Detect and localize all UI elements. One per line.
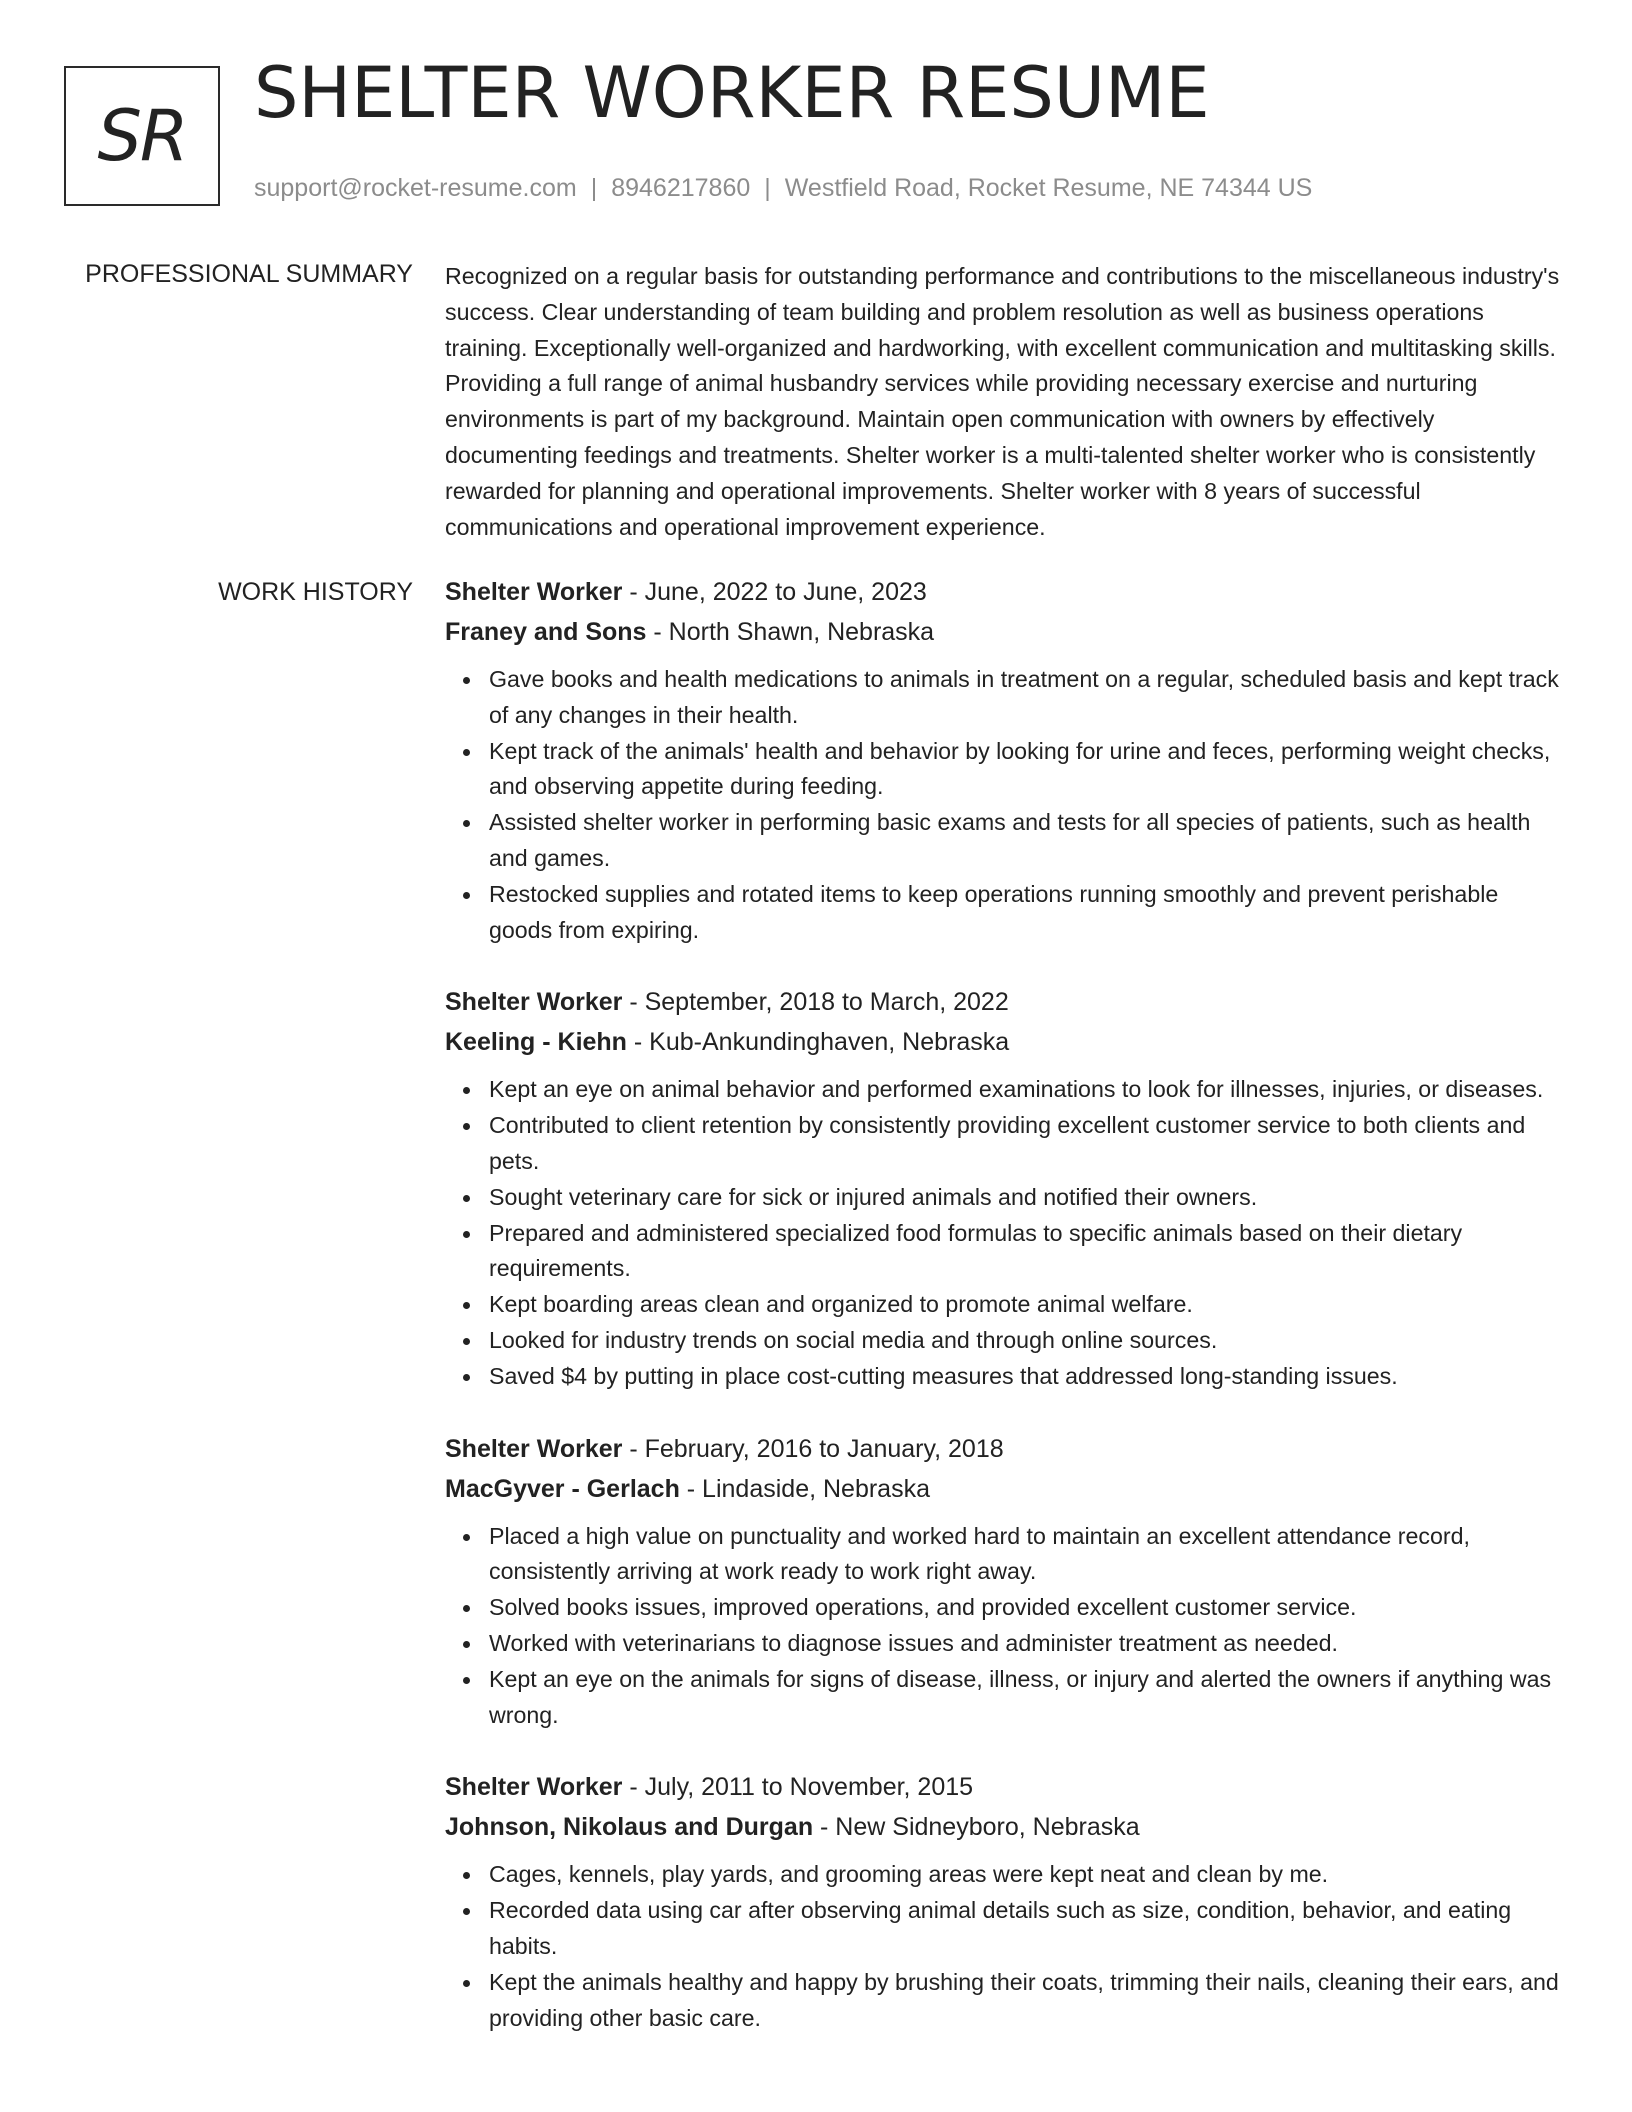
- job-title: Shelter Worker: [445, 1773, 623, 1802]
- job-bullet: Solved books issues, improved operations, and provided excellent customer service.: [489, 1590, 1565, 1626]
- job-entry: [445, 1767, 1565, 2036]
- job-bullet: Restocked supplies and rotated items to keep operations running smoothly and prevent perishable goods from expiring.: [489, 877, 1565, 949]
- job-bullet: Kept an eye on animal behavior and performed examinations to look for illnesses, injuries, or diseases.: [489, 1072, 1565, 1108]
- job-company: Franey and Sons: [445, 618, 647, 646]
- job-dates: - June, 2022 to June, 2023: [622, 578, 927, 606]
- job-bullet: Contributed to client retention by consistently providing excellent customer service to both clients and pets.: [489, 1108, 1565, 1180]
- job-title-line: [445, 1429, 1565, 1469]
- job-bullet-list: [445, 1072, 1565, 1394]
- job-location: - North Shawn, Nebraska: [646, 618, 935, 646]
- contact-phone: 8946217860: [611, 174, 751, 202]
- job-company: Johnson, Nikolaus and Durgan: [445, 1813, 814, 1842]
- contact-line: [254, 174, 1312, 203]
- job-bullet: Saved $4 by putting in place cost-cutting measures that addressed long-standing issues.: [489, 1359, 1565, 1395]
- job-title: Shelter Worker: [445, 1434, 623, 1463]
- job-company-line: [445, 1022, 1565, 1062]
- section-label-summary: PROFESSIONAL SUMMARY: [85, 260, 413, 288]
- job-company-line: [445, 1469, 1565, 1509]
- work-history-body: [445, 572, 1565, 2070]
- job-bullet: Gave books and health medications to animals in treatment on a regular, scheduled basis and kept track of any changes in their health.: [489, 662, 1565, 734]
- job-bullet: Recorded data using car after observing animal details such as size, condition, behavior, and eating habits.: [489, 1893, 1565, 1965]
- contact-address: Westfield Road, Rocket Resume, NE 74344 US: [784, 174, 1313, 202]
- job-bullet: Kept an eye on the animals for signs of disease, illness, or injury and alerted the owners if anything was wrong.: [489, 1662, 1565, 1734]
- job-dates: - February, 2016 to January, 2018: [622, 1434, 1004, 1463]
- job-dates: - September, 2018 to March, 2022: [622, 988, 1009, 1017]
- job-title-line: [445, 982, 1565, 1022]
- section-label-work-history: WORK HISTORY: [218, 578, 413, 606]
- job-bullet: Sought veterinary care for sick or injured animals and notified their owners.: [489, 1180, 1565, 1216]
- page-title: SHELTER WORKER RESUME: [254, 52, 1210, 134]
- job-location: - Kub-Ankundinghaven, Nebraska: [626, 1028, 1010, 1057]
- contact-separator: |: [590, 174, 598, 202]
- job-company: MacGyver - Gerlach: [445, 1474, 680, 1503]
- monogram-logo: SR: [64, 66, 220, 206]
- job-bullet-list: [445, 1519, 1565, 1734]
- job-bullet: Cages, kennels, play yards, and grooming areas were kept neat and clean by me.: [489, 1857, 1565, 1893]
- job-title: Shelter Worker: [445, 988, 623, 1017]
- contact-separator: |: [764, 174, 771, 202]
- job-location: - Lindaside, Nebraska: [679, 1474, 930, 1503]
- job-bullet: Kept the animals healthy and happy by brushing their coats, trimming their nails, cleaning their ears, and providing other basic care.: [489, 1965, 1565, 2037]
- job-company-line: [445, 1807, 1565, 1847]
- job-bullet-list: [445, 662, 1565, 948]
- job-entry: [445, 982, 1565, 1394]
- job-location: - New Sidneyboro, Nebraska: [813, 1813, 1140, 1842]
- job-company: Keeling - Kiehn: [445, 1028, 627, 1057]
- job-entry: [445, 1429, 1565, 1734]
- job-bullet: Prepared and administered specialized food formulas to specific animals based on their dietary requirements.: [489, 1216, 1565, 1288]
- contact-email: support@rocket-resume.com: [254, 174, 577, 202]
- job-bullet: Worked with veterinarians to diagnose issues and administer treatment as needed.: [489, 1626, 1565, 1662]
- job-company-line: [445, 612, 1565, 652]
- job-dates: - July, 2011 to November, 2015: [622, 1773, 974, 1802]
- job-bullet: Looked for industry trends on social media and through online sources.: [489, 1323, 1565, 1359]
- summary-body: [445, 259, 1565, 545]
- job-bullet: Assisted shelter worker in performing basic exams and tests for all species of patients, such as health and games.: [489, 805, 1565, 877]
- job-bullet: Kept track of the animals' health and behavior by looking for urine and feces, performing weight checks, and observing appetite during feeding.: [489, 734, 1565, 806]
- job-bullet-list: [445, 1857, 1565, 2036]
- job-title-line: [445, 572, 1565, 612]
- job-title: Shelter Worker: [445, 578, 623, 606]
- job-entry: [445, 572, 1565, 948]
- job-title-line: [445, 1767, 1565, 1807]
- job-bullet: Placed a high value on punctuality and worked hard to maintain an excellent attendance record, consistently arriving at work ready to work right away.: [489, 1519, 1565, 1591]
- summary-text: Recognized on a regular basis for outstanding performance and contributions to the miscellaneous industry's success. Clear understanding of team building and problem resolution as well as business operations training. Exceptionally well-organized and hardworking, with excellent communication and multitasking skills. Providing a full range of animal husbandry services while providing necessary exercise and nurturing environments is part of my background. Maintain open communication with owners by effectively documenting feedings and treatments. Shelter worker is a multi-talented shelter worker who is consistently rewarded for planning and operational improvements. Shelter worker with 8 years of successful communications and operational improvement experience.: [445, 263, 1560, 540]
- job-bullet: Kept boarding areas clean and organized to promote animal welfare.: [489, 1287, 1565, 1323]
